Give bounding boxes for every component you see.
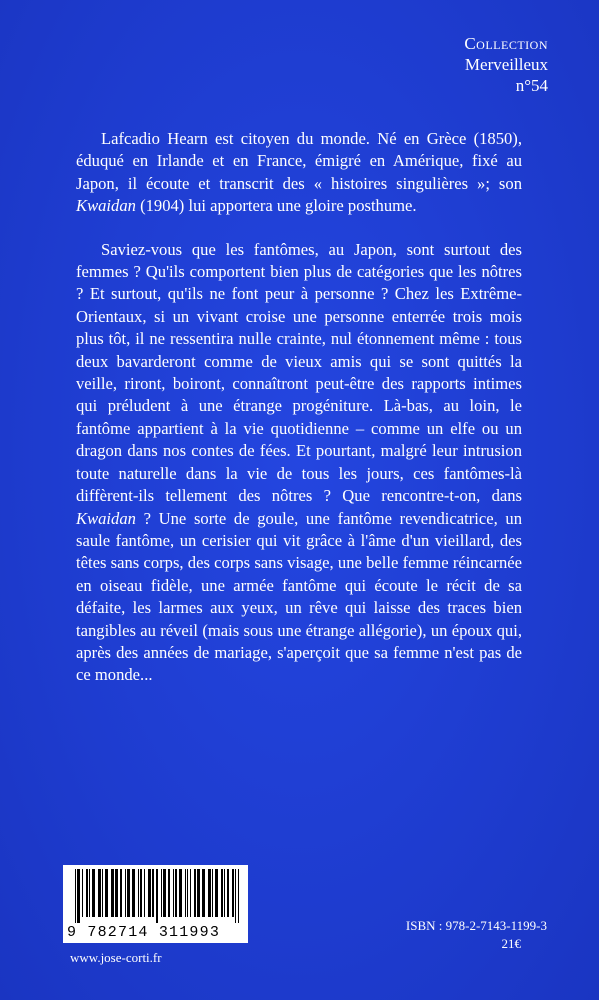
barcode-bar	[202, 869, 205, 917]
book-title: Kwaidan	[76, 508, 136, 528]
barcode-bar	[140, 869, 142, 917]
barcode-bar	[175, 869, 177, 917]
barcode-bar	[152, 869, 154, 917]
barcode-bar	[148, 869, 151, 917]
barcode-bar	[156, 869, 158, 923]
barcode-bar	[208, 869, 211, 917]
back-cover-text	[76, 128, 522, 687]
barcode-bar	[144, 869, 145, 917]
barcode-bar	[77, 869, 80, 923]
barcode-bar	[105, 869, 108, 917]
barcode-bar	[173, 869, 174, 917]
barcode-digits: 9 782714 311993	[67, 924, 221, 941]
barcode	[63, 865, 248, 943]
barcode-bar	[86, 869, 88, 917]
barcode-bar	[221, 869, 223, 917]
barcode-bar	[111, 869, 114, 917]
barcode-bar	[232, 869, 234, 917]
barcode-bar	[132, 869, 135, 917]
barcode-bar	[238, 869, 239, 923]
barcode-bar	[215, 869, 218, 917]
collection-label	[464, 33, 548, 96]
barcode-bar	[227, 869, 229, 917]
barcode-bar	[168, 869, 170, 917]
collection-number: n°54	[515, 76, 548, 95]
paragraph-author-bio: Lafcadio Hearn est citoyen du monde. Né en Grèce (1850), éduqué en Irlande et en France, émigré en Amérique, fixé au Japon, il écoute et transcrit des « histoires singulières »; son Kwaidan (1904) lui apportera une gloire posthume.	[76, 129, 522, 216]
barcode-bar	[98, 869, 101, 917]
isbn-number: ISBN : 978-2-7143-1199-3	[405, 918, 547, 933]
book-title: Kwaidan	[76, 196, 136, 216]
barcode-bar	[125, 869, 126, 917]
paragraph-summary: Saviez-vous que les fantômes, au Japon, sont surtout des femmes ? Qu'ils comportent bien plus de catégories que les nôtres ? Et surtout, qu'ils ne font peur à personne ? Chez les Extrême-Orientaux, si un vivant croise une personne enterrée trois mois plus tôt, il ne ressentira nulle crainte, nul étonnement même : tous deux bavarderont comme de vieux amis qui se sont quittés la veille, riront, boiront, connaîtront peut-être des rapports intimes qui préludent à une étrange progéniture. Là-bas, au loin, le fantôme appartient à la vie quotidienne – comme un elfe ou un dragon dans nos contes de fées. Et pourtant, malgré leur intrusion toute naturelle dans la vie de tous les jours, ces fantômes-là diffèrent-ils tellement des nôtres ? Que rencontre-t-on, dans Kwaidan ? Une sorte de goule, une fantôme revendicatrice, un saule fantôme, un cerisier qui vit grâce à l'âme d'un vieillard, des têtes sans corps, des corps sans visage, une belle femme réincarnée en oiseau fidèle, une armée fantôme qui écoute le récit de sa défaite, les larmes aux yeux, un rêve qui laisse des traces bien tangibles au réveil (mais sous une étrange allégorie), un époux qui, après des années de mariage, s'aperçoit que sa femme n'est pas de ce monde...	[76, 239, 522, 685]
collection-series: Merveilleux	[464, 55, 548, 74]
barcode-bar	[235, 869, 236, 923]
barcode-bar	[120, 869, 122, 917]
barcode-bar	[82, 869, 83, 917]
barcode-bar	[185, 869, 186, 917]
barcode-bar	[89, 869, 90, 917]
barcode-bar	[190, 869, 191, 917]
barcode-bar	[224, 869, 225, 917]
barcode-bar	[102, 869, 103, 917]
barcode-bar	[115, 869, 118, 917]
barcode-bar	[75, 869, 76, 923]
barcode-bar	[92, 869, 95, 917]
barcode-bars	[63, 865, 248, 923]
barcode-bar	[197, 869, 200, 917]
barcode-bar	[161, 869, 162, 917]
barcode-bar	[127, 869, 130, 917]
publisher-website[interactable]: www.jose-corti.fr	[70, 950, 162, 965]
barcode-bar	[194, 869, 196, 917]
barcode-bar	[212, 869, 213, 917]
barcode-bar	[179, 869, 182, 917]
barcode-bar	[187, 869, 188, 917]
price: 21€	[501, 936, 521, 951]
collection-name: Collection	[464, 34, 548, 53]
barcode-bar	[163, 869, 166, 917]
barcode-bar	[138, 869, 139, 917]
